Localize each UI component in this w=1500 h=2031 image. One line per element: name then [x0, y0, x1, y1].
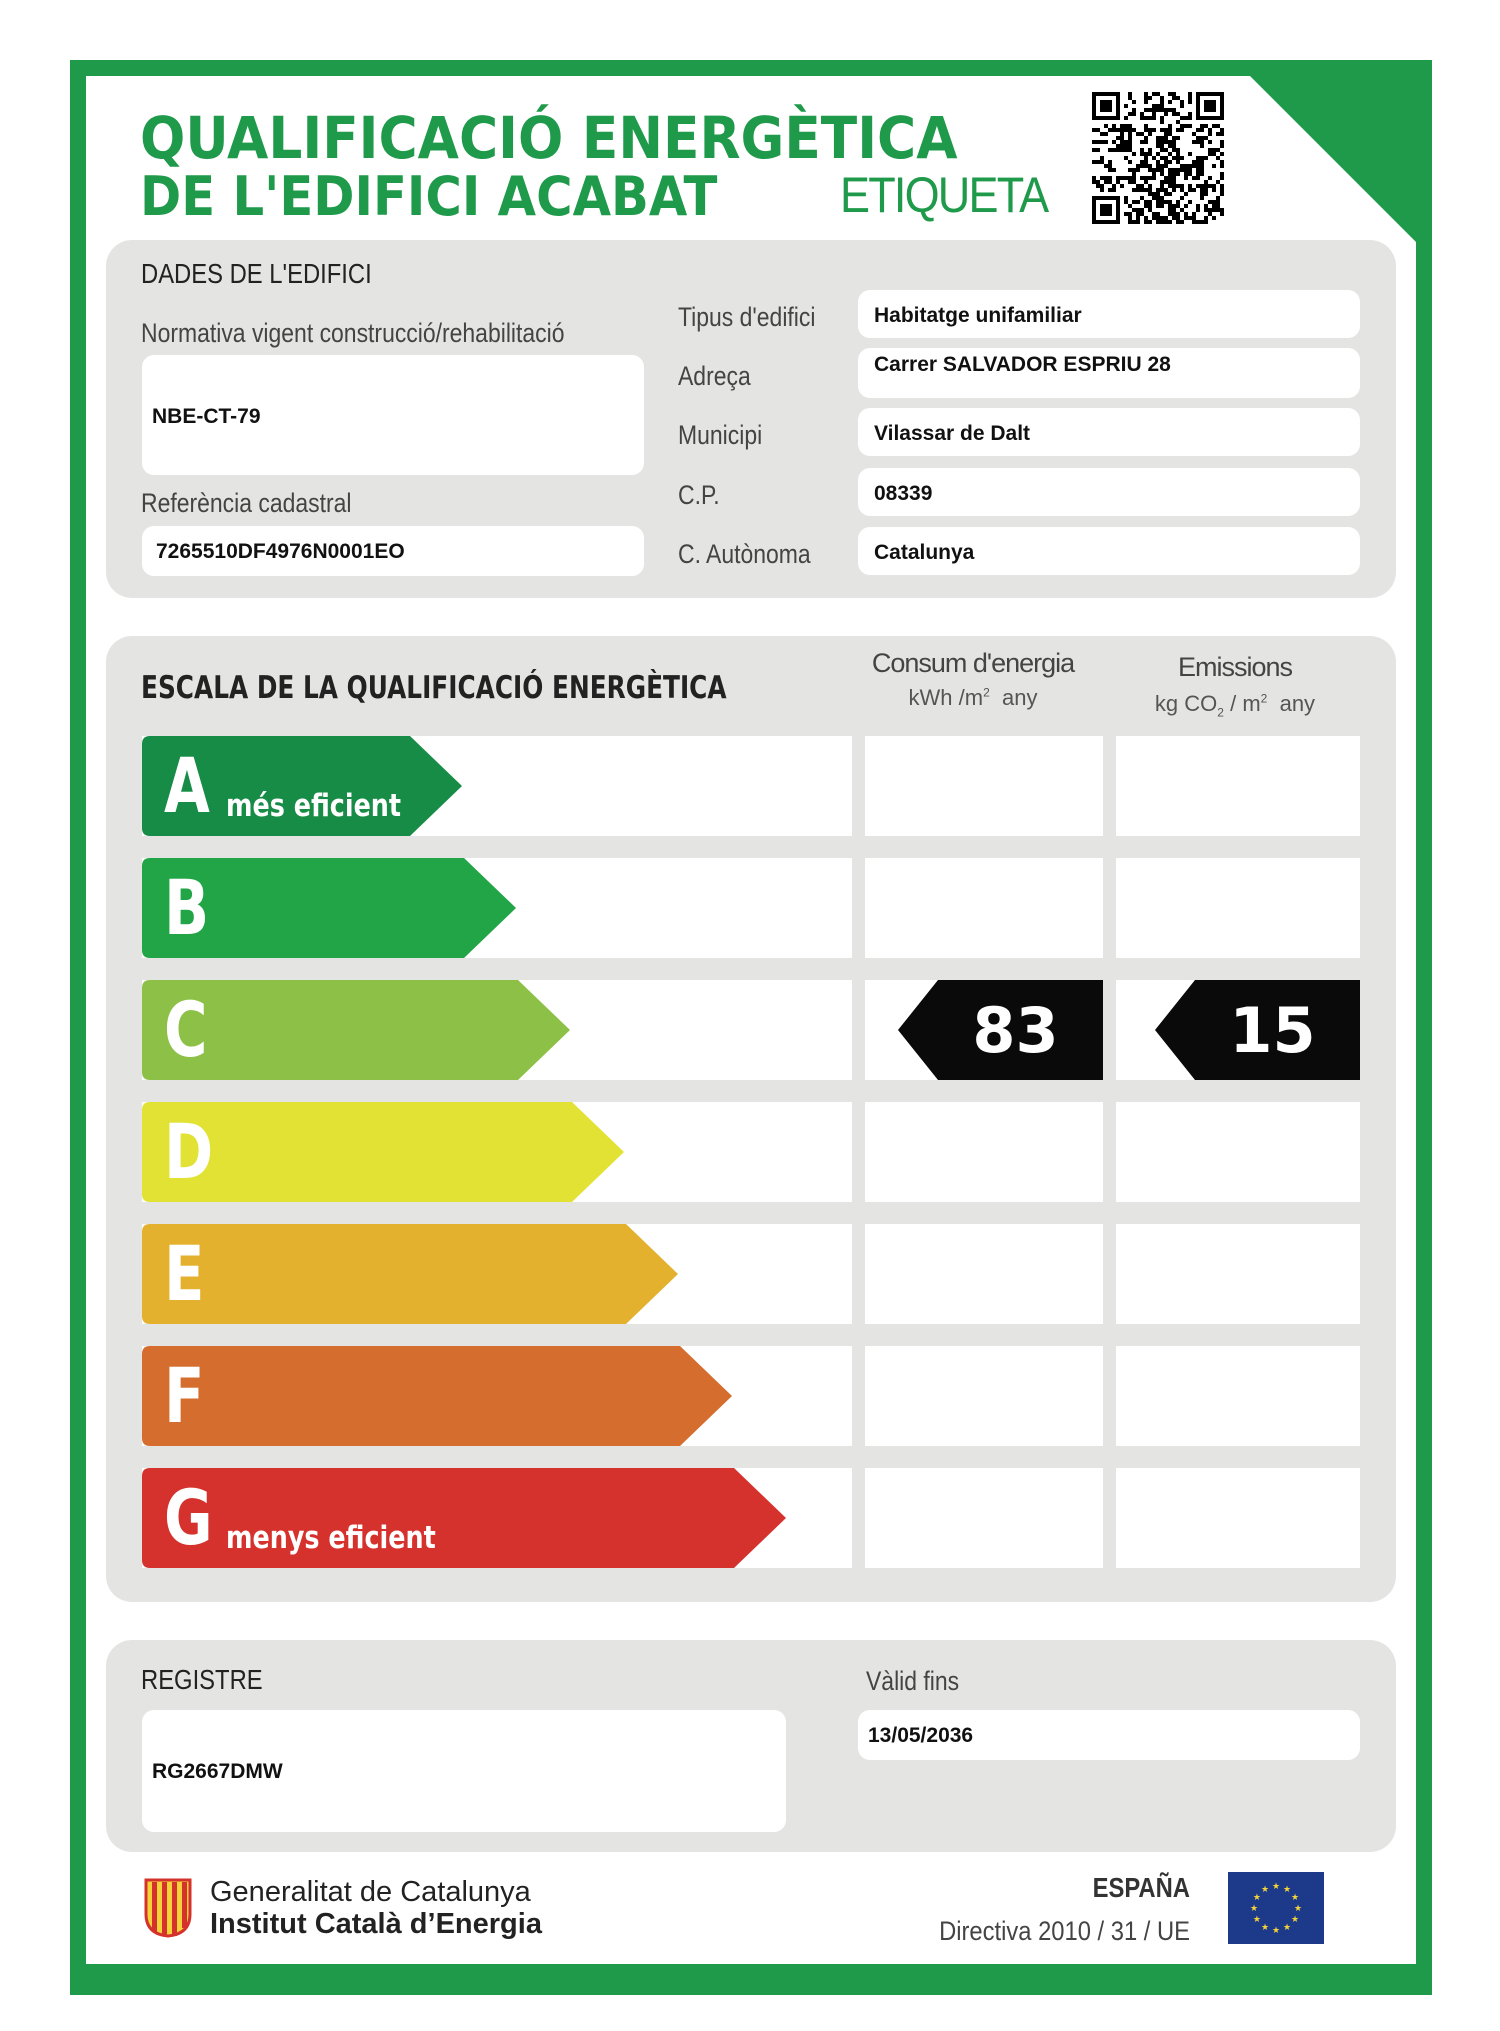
eu-star-icon: ★: [1271, 1882, 1281, 1892]
energy-column-header: [865, 648, 1081, 711]
class-letter: C: [164, 985, 208, 1074]
class-bar-f: [142, 1346, 732, 1446]
emissions-unit-per: / m: [1230, 691, 1261, 716]
normativa-value: NBE-CT-79: [152, 405, 261, 428]
class-bar-shape: [142, 1224, 678, 1324]
eu-flag-icon: [1228, 1872, 1324, 1944]
field-value-tipus: Habitatge unifamiliar: [874, 304, 1082, 327]
emissions-cell: [1116, 1224, 1360, 1324]
emissions-column-title: Emissions: [1177, 652, 1293, 682]
building-section-title: DADES DE L'EDIFICI: [141, 258, 372, 289]
energy-cell: [865, 1468, 1103, 1568]
energy-column-title: Consum d'energia: [871, 648, 1075, 678]
energy-unit-text: kWh /m: [908, 685, 984, 710]
class-bar-shape: [142, 1102, 624, 1202]
class-letter: F: [164, 1351, 205, 1440]
field-value-cp: 08339: [874, 482, 933, 505]
emissions-cell: [1116, 1102, 1360, 1202]
energy-cell: [865, 1102, 1103, 1202]
page-subtitle: DE L'EDIFICI ACABAT: [140, 165, 718, 228]
normativa-label: Normativa vigent construcció/rehabilitació: [141, 318, 565, 348]
class-letter: B: [164, 863, 210, 952]
referencia-label: Referència cadastral: [141, 488, 352, 518]
field-value-adreca: Carrer SALVADOR ESPRIU 28: [874, 353, 1171, 376]
field-cp: [858, 468, 1360, 516]
emissions-column-unit: [1115, 691, 1355, 719]
page-title: QUALIFICACIÓ ENERGÈTICA: [140, 104, 958, 172]
qr-code-icon[interactable]: [1092, 92, 1224, 224]
field-tipus: [858, 290, 1360, 338]
registry-value: RG2667DMW: [152, 1760, 283, 1783]
energy-cell: [865, 736, 1103, 836]
referencia-field: [142, 526, 644, 576]
class-bar-shape: [142, 1346, 732, 1446]
class-letter: E: [164, 1229, 205, 1318]
eu-star-icon: ★: [1282, 1923, 1292, 1934]
field-value-municipi: Vilassar de Dalt: [874, 422, 1031, 445]
country-label: ESPAÑA: [1092, 1872, 1190, 1903]
field-value-autonoma: Catalunya: [874, 541, 975, 564]
eu-star-icon: ★: [1252, 1915, 1261, 1925]
org-name: Generalitat de Catalunya: [210, 1876, 531, 1908]
field-municipi: [858, 408, 1360, 456]
field-label-municipi: Municipi: [678, 420, 763, 450]
emissions-column-header: [1115, 652, 1355, 719]
emissions-cell: [1116, 1346, 1360, 1446]
field-autonoma: [858, 527, 1360, 575]
energy-cell: [865, 1346, 1103, 1446]
label-type: ETIQUETA: [840, 167, 1048, 223]
valid-until-label: Vàlid fins: [866, 1666, 960, 1696]
emissions-unit-period: any: [1279, 691, 1316, 716]
field-label-cp: C.P.: [678, 480, 720, 510]
emissions-unit-sub: 2: [1217, 705, 1224, 720]
emissions-indicator-value: 15: [1229, 994, 1316, 1067]
energy-cell: [865, 1224, 1103, 1324]
class-caption: més eficient: [226, 788, 402, 824]
energy-indicator-value: 83: [972, 994, 1059, 1067]
emissions-unit-sup: 2: [1260, 691, 1268, 706]
emissions-cell: [1116, 1468, 1360, 1568]
generalitat-logo-icon: [142, 1878, 194, 1938]
energy-unit-sup: 2: [983, 685, 990, 700]
registry-title: REGISTRE: [141, 1664, 263, 1695]
corner-fold: [1250, 76, 1416, 242]
class-letter: D: [164, 1107, 214, 1196]
referencia-value: 7265510DF4976N0001EO: [156, 540, 405, 563]
energy-cell: [865, 858, 1103, 958]
emissions-cell: [1116, 736, 1360, 836]
field-label-adreca: Adreça: [678, 361, 751, 391]
emissions-unit-text: kg CO: [1154, 691, 1218, 716]
eu-star-icon: ★: [1293, 1904, 1303, 1914]
registry-field: [142, 1710, 786, 1832]
eu-star-icon: ★: [1260, 1884, 1270, 1895]
field-label-autonoma: C. Autònoma: [678, 539, 811, 569]
class-bar-d: [142, 1102, 624, 1202]
class-caption: menys eficient: [226, 1520, 436, 1556]
energy-column-unit: [865, 685, 1081, 711]
emissions-cell: [1116, 858, 1360, 958]
directive-label: Directiva 2010 / 31 / UE: [939, 1916, 1190, 1946]
valid-until-field: [858, 1710, 1360, 1760]
eu-star-icon: ★: [1291, 1915, 1300, 1925]
class-letter: A: [164, 741, 210, 830]
eu-star-icon: ★: [1282, 1884, 1292, 1895]
valid-until-value: 13/05/2036: [868, 1724, 974, 1747]
normativa-field: [142, 355, 644, 475]
scale-section-title: ESCALA DE LA QUALIFICACIÓ ENERGÈTICA: [141, 670, 727, 706]
class-letter: G: [164, 1473, 213, 1562]
eu-star-icon: ★: [1260, 1923, 1270, 1934]
eu-star-icon: ★: [1252, 1893, 1261, 1903]
eu-star-icon: ★: [1249, 1904, 1259, 1914]
eu-star-icon: ★: [1271, 1926, 1281, 1936]
energy-unit-period: any: [1002, 685, 1038, 710]
field-adreca: [858, 348, 1360, 398]
class-bar-e: [142, 1224, 678, 1324]
field-label-tipus: Tipus d'edifici: [678, 302, 816, 332]
org-institute: Institut Català d’Energia: [210, 1908, 542, 1940]
eu-star-icon: ★: [1291, 1893, 1300, 1903]
